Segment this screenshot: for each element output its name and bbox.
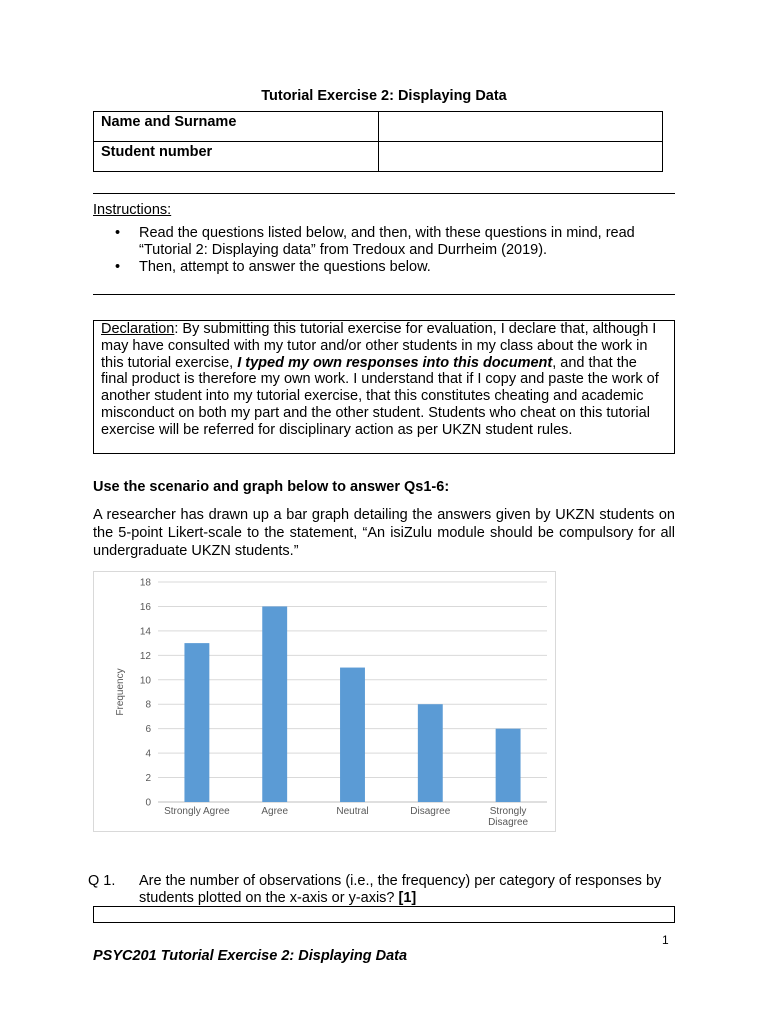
footer-text: PSYC201 Tutorial Exercise 2: Displaying Data	[93, 948, 408, 964]
bar	[340, 668, 365, 802]
answer-field[interactable]	[93, 906, 675, 923]
x-tick-label: Disagree	[410, 806, 451, 817]
instructions-list	[93, 225, 675, 276]
divider	[93, 294, 675, 295]
x-tick-label: Disagree	[488, 817, 529, 828]
instruction-text: Read the questions listed below, and then, with these questions in mind, read “Tutorial 2: Displaying data” from Tredoux and Durrheim (2019).	[139, 225, 635, 258]
y-tick-label: 16	[139, 601, 151, 613]
declaration-emphasis: I typed my own responses into this document	[237, 354, 553, 371]
table-row	[94, 142, 663, 172]
question-body: Are the number of observations (i.e., the frequency) per category of responses by students plotted on the x-axis or y-axis?	[139, 873, 662, 906]
student-info-table	[93, 111, 663, 172]
bar	[418, 704, 443, 802]
student-number-label: Student number	[94, 142, 379, 172]
bar-chart	[93, 571, 556, 832]
x-tick-label: Strongly	[489, 806, 527, 817]
page-title: Tutorial Exercise 2: Displaying Data	[261, 88, 507, 104]
question-text	[139, 873, 679, 907]
list-item	[93, 259, 675, 276]
question-number: Q 1.	[88, 873, 116, 889]
x-tick-label: Strongly Agree	[164, 806, 230, 817]
y-tick-label: 10	[139, 675, 151, 687]
declaration-box	[93, 320, 675, 454]
question-marks: [1]	[398, 890, 417, 906]
student-number-field[interactable]	[379, 142, 663, 172]
declaration-text: , and that the final product is therefore my own work. I understand that if I copy and paste the work of another student into my tutorial exercise, that this constitutes cheating and academic misconduct on both my part and the other student. Students who cheat on this tutorial exercise will be referred for disciplinary action as per UKZN student rules.	[101, 354, 659, 438]
scenario-text: A researcher has drawn up a bar graph detailing the answers given by UKZN students on the 5-point Likert-scale to the statement, “An isiZulu module should be compulsory for all undergraduate UKZN students.”	[93, 507, 675, 559]
y-tick-label: 12	[139, 650, 151, 662]
y-tick-label: 2	[145, 773, 151, 785]
y-axis-label: Frequency	[115, 668, 126, 716]
declaration-label: Declaration	[101, 321, 175, 337]
y-tick-label: 18	[139, 577, 151, 589]
instruction-text: Then, attempt to answer the questions below.	[139, 259, 431, 275]
bar	[184, 643, 209, 802]
bullet-icon: •	[115, 225, 121, 241]
x-tick-label: Neutral	[336, 806, 369, 817]
page-number: 1	[662, 933, 669, 947]
table-row	[94, 112, 663, 142]
instructions-heading: Instructions:	[93, 202, 172, 218]
x-tick-label: Agree	[261, 806, 289, 817]
declaration-text: : By submitting this tutorial exercise for evaluation, I declare that, although I may have consulted with my tutor and/or other students in my class about the work in this tutorial exercise,	[101, 321, 657, 371]
list-item	[93, 225, 675, 259]
bar	[496, 729, 521, 802]
chart-svg	[94, 572, 555, 831]
scenario-heading: Use the scenario and graph below to answer Qs1-6:	[93, 479, 450, 495]
name-label: Name and Surname	[94, 112, 379, 142]
y-tick-label: 14	[139, 626, 151, 638]
y-tick-label: 0	[145, 797, 151, 809]
name-field[interactable]	[379, 112, 663, 142]
bar	[262, 606, 287, 802]
y-tick-label: 4	[145, 748, 151, 760]
y-tick-label: 8	[145, 699, 151, 711]
divider	[93, 193, 675, 194]
y-tick-label: 6	[145, 724, 151, 736]
bullet-icon: •	[115, 259, 121, 275]
